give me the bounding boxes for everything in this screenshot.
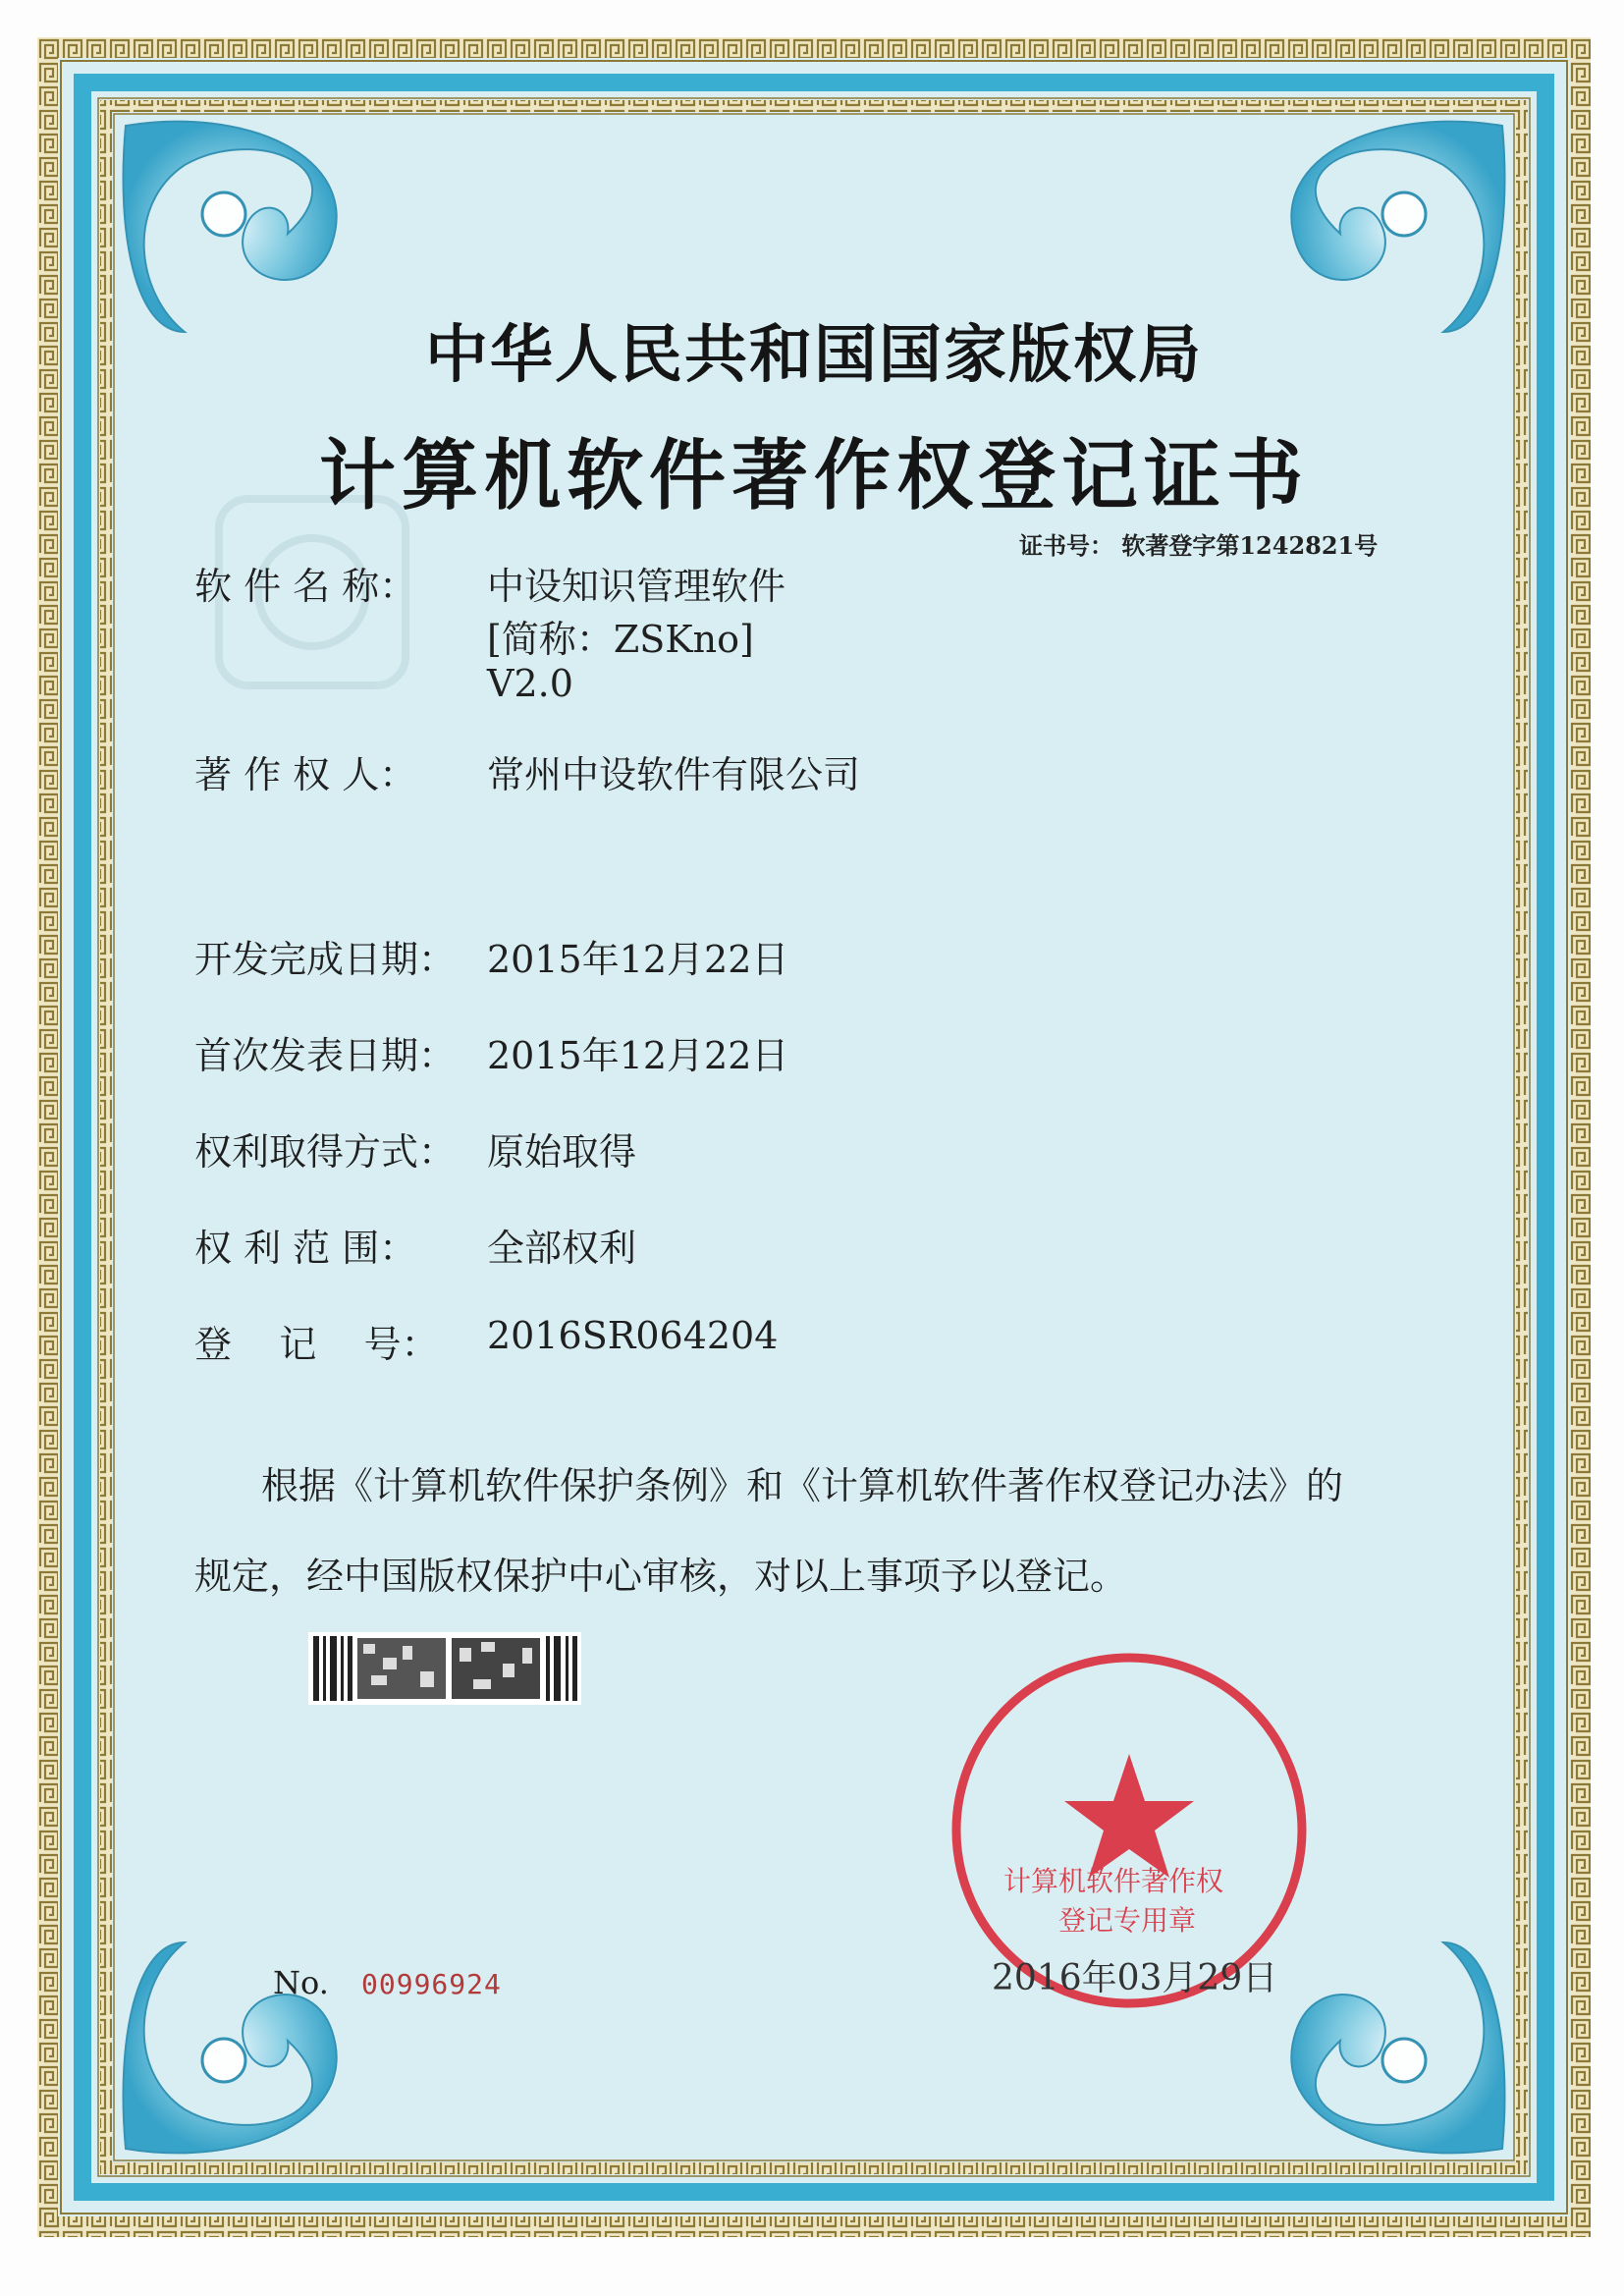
corner-ornament-icon — [1291, 1942, 1504, 2153]
certificate — [37, 37, 1591, 2237]
acquisition-method: 原始取得 — [487, 1130, 637, 1174]
owner-name: 常州中设软件有限公司 — [487, 753, 861, 796]
registration-number-label: 登 记 号： — [194, 1323, 439, 1366]
seal-inner-text-1: 计算机软件著作权 — [1003, 1865, 1224, 1897]
certificate-title: 计算机软件著作权登记证书 — [318, 431, 1309, 520]
registration-number: 2016SR064204 — [487, 1314, 779, 1357]
rights-scope-label: 权 利 范 围： — [194, 1227, 417, 1270]
rights-scope: 全部权利 — [487, 1227, 637, 1270]
software-short-name: [简称：ZSKno] — [487, 618, 754, 661]
completion-date: 2015年12月22日 — [487, 938, 789, 981]
issue-date: 2016年03月29日 — [992, 1958, 1278, 1998]
certificate-number: 证书号： 软著登字第1242821号 — [1019, 531, 1379, 560]
statement-line-2: 规定，经中国版权保护中心审核，对以上事项予以登记。 — [194, 1555, 1128, 1598]
statement-line-1: 根据《计算机软件保护条例》和《计算机软件著作权登记办法》的 — [261, 1464, 1344, 1507]
software-version: V2.0 — [487, 662, 573, 705]
corner-ornament-icon — [124, 122, 337, 332]
publication-date: 2015年12月22日 — [487, 1034, 789, 1077]
software-name: 中设知识管理软件 — [487, 565, 786, 608]
issuer-heading: 中华人民共和国国家版权局 — [425, 318, 1203, 392]
serial-label: No. — [273, 1964, 329, 2001]
publication-date-label: 首次发表日期： — [194, 1034, 457, 1077]
completion-date-label: 开发完成日期： — [194, 938, 457, 981]
acquisition-method-label: 权利取得方式： — [194, 1130, 457, 1174]
seal-inner-text-2: 登记专用章 — [1058, 1904, 1197, 1937]
owner-label: 著 作 权 人： — [194, 753, 417, 796]
corner-ornament-icon — [1291, 122, 1504, 332]
barcode-icon — [308, 1632, 581, 1705]
serial-number: 00996924 — [361, 1968, 502, 2000]
software-name-label: 软 件 名 称： — [194, 565, 417, 608]
